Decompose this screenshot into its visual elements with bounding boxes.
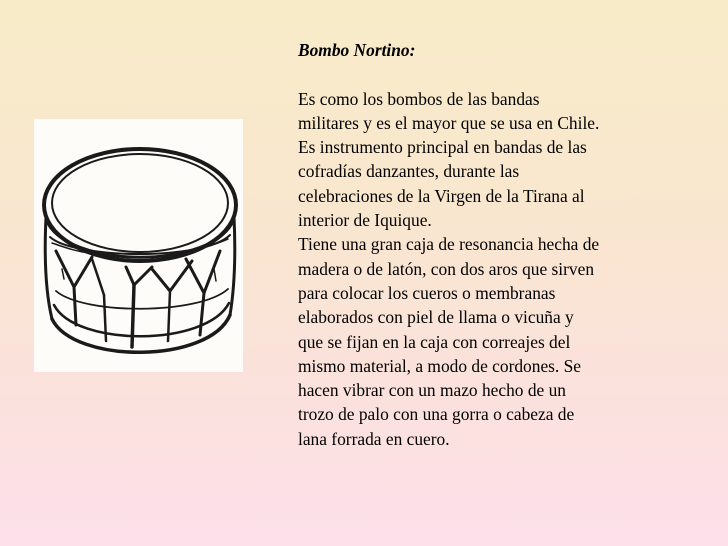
text-line: elaborados con piel de llama o vicuña y <box>298 307 574 328</box>
spacer <box>298 62 718 86</box>
text-line: interior de Iquique. <box>298 210 432 231</box>
drum-drawing-icon <box>34 119 243 372</box>
text-line: mismo material, a modo de cordones. Se <box>298 355 582 376</box>
description-text <box>298 38 718 451</box>
slide-title: Bombo Nortino: <box>298 40 416 60</box>
text-line: para colocar los cueros o membranas <box>298 282 556 303</box>
text-line: Es instrumento principal en bandas de las <box>298 137 587 158</box>
text-line: militares y es el mayor que se usa en Chile. <box>298 112 600 133</box>
text-line: trozo de palo con una gorra o cabeza de <box>298 404 575 425</box>
drum-illustration <box>34 119 243 372</box>
text-line: madera o de latón, con dos aros que sirven <box>298 258 595 279</box>
text-line: lana forrada en cuero. <box>298 428 450 449</box>
text-line: cofradías danzantes, durante las <box>298 161 520 182</box>
text-line: celebraciones de la Virgen de la Tirana al <box>298 185 585 206</box>
text-line: hacen vibrar con un mazo hecho de un <box>298 380 566 401</box>
text-line: que se fijan en la caja con correajes del <box>298 331 571 352</box>
text-line: Tiene una gran caja de resonancia hecha de <box>298 234 600 255</box>
description-paragraph <box>298 87 718 451</box>
text-line: Es como los bombos de las bandas <box>298 88 540 109</box>
